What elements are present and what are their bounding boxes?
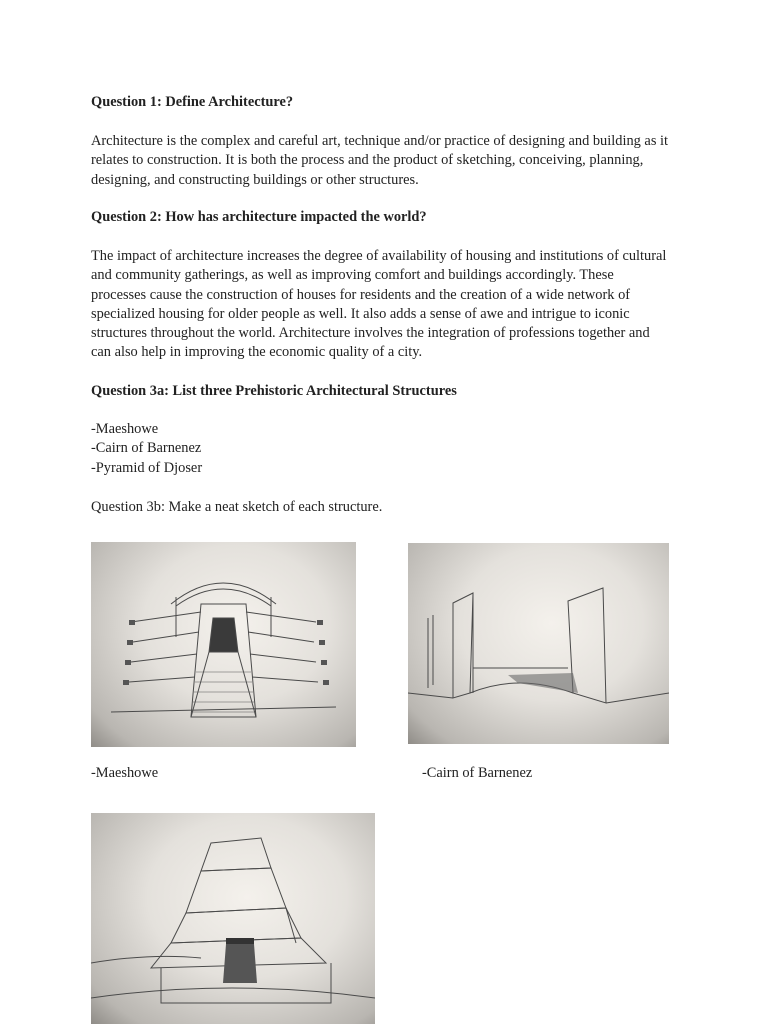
list-item: -Cairn of Barnenez — [91, 440, 202, 457]
question-3a-heading: Question 3a: List three Prehistoric Architectural Structures — [91, 383, 457, 399]
maeshowe-sketch-drawing — [91, 542, 356, 747]
question-2-heading: Question 2: How has architecture impacted the world? — [91, 209, 427, 225]
list-item: -Maeshowe — [91, 421, 159, 437]
question-2-answer: The impact of architecture increases the degree of availability of housing and institutions of cultural and community gatherings, as well as improving comfort and buildings accordingly. These processes cause the construction of houses for residents and the creation of a wide network of specialized housing for older people as well. It also adds a sense of awe and intrigue to iconic structures throughout the world. Architecture involves the integration of professions together and can also help in improving the economic quality of a city. — [91, 248, 667, 361]
barnenez-sketch-drawing — [408, 543, 669, 744]
question-1-heading: Question 1: Define Architecture? — [91, 94, 294, 110]
question-3b-heading: Question 3b: Make a neat sketch of each structure. — [91, 499, 383, 515]
maeshowe-sketch-photo — [91, 542, 356, 747]
structure-list — [91, 420, 202, 478]
barnenez-sketch-photo — [408, 543, 669, 744]
djoser-sketch-photo — [91, 813, 375, 1024]
caption-barnenez: -Cairn of Barnenez — [422, 765, 533, 781]
djoser-sketch-drawing — [91, 813, 375, 1024]
question-1-answer: Architecture is the complex and careful art, technique and/or practice of designing and building as it relates to construction. It is both the process and the product of sketching, conceiving, planning, designing, and constructing buildings or other structures. — [91, 133, 669, 188]
list-item: -Pyramid of Djoser — [91, 459, 203, 476]
caption-maeshowe: -Maeshowe — [91, 765, 159, 781]
